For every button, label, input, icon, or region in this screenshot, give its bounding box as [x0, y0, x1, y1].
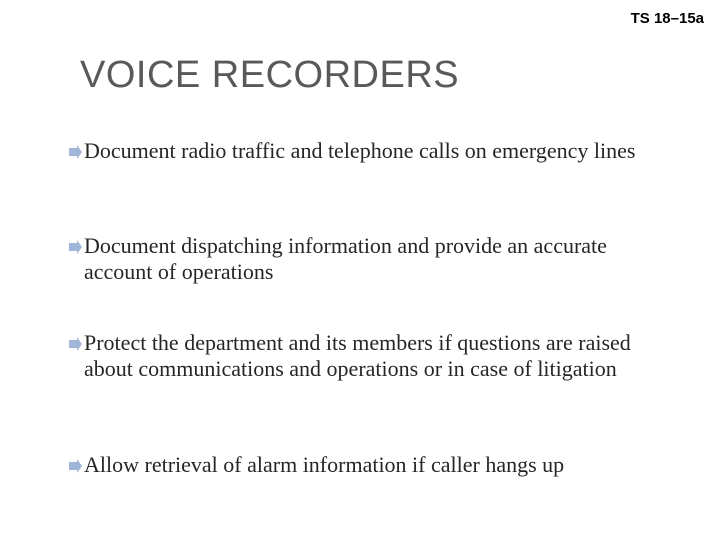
bullet-item	[68, 330, 668, 382]
bullet-item	[68, 138, 668, 164]
bullet-text: Document dispatching information and provide an accurate account of operations	[84, 233, 607, 284]
slide-title: VOICE RECORDERS	[80, 54, 460, 96]
slide-id-label: TS 18–15a	[630, 10, 704, 27]
bullet-text: Document radio traffic and telephone calls on emergency lines	[84, 138, 636, 163]
bullet-item	[68, 452, 668, 478]
arrow-bullet-icon	[68, 240, 82, 254]
arrow-bullet-icon	[68, 337, 82, 351]
bullet-text: Allow retrieval of alarm information if caller hangs up	[84, 452, 565, 477]
bullet-item	[68, 233, 668, 285]
arrow-bullet-icon	[68, 145, 82, 159]
bullet-text: Protect the department and its members if questions are raised about communications and operations or in case of litigation	[84, 330, 631, 381]
arrow-bullet-icon	[68, 459, 82, 473]
